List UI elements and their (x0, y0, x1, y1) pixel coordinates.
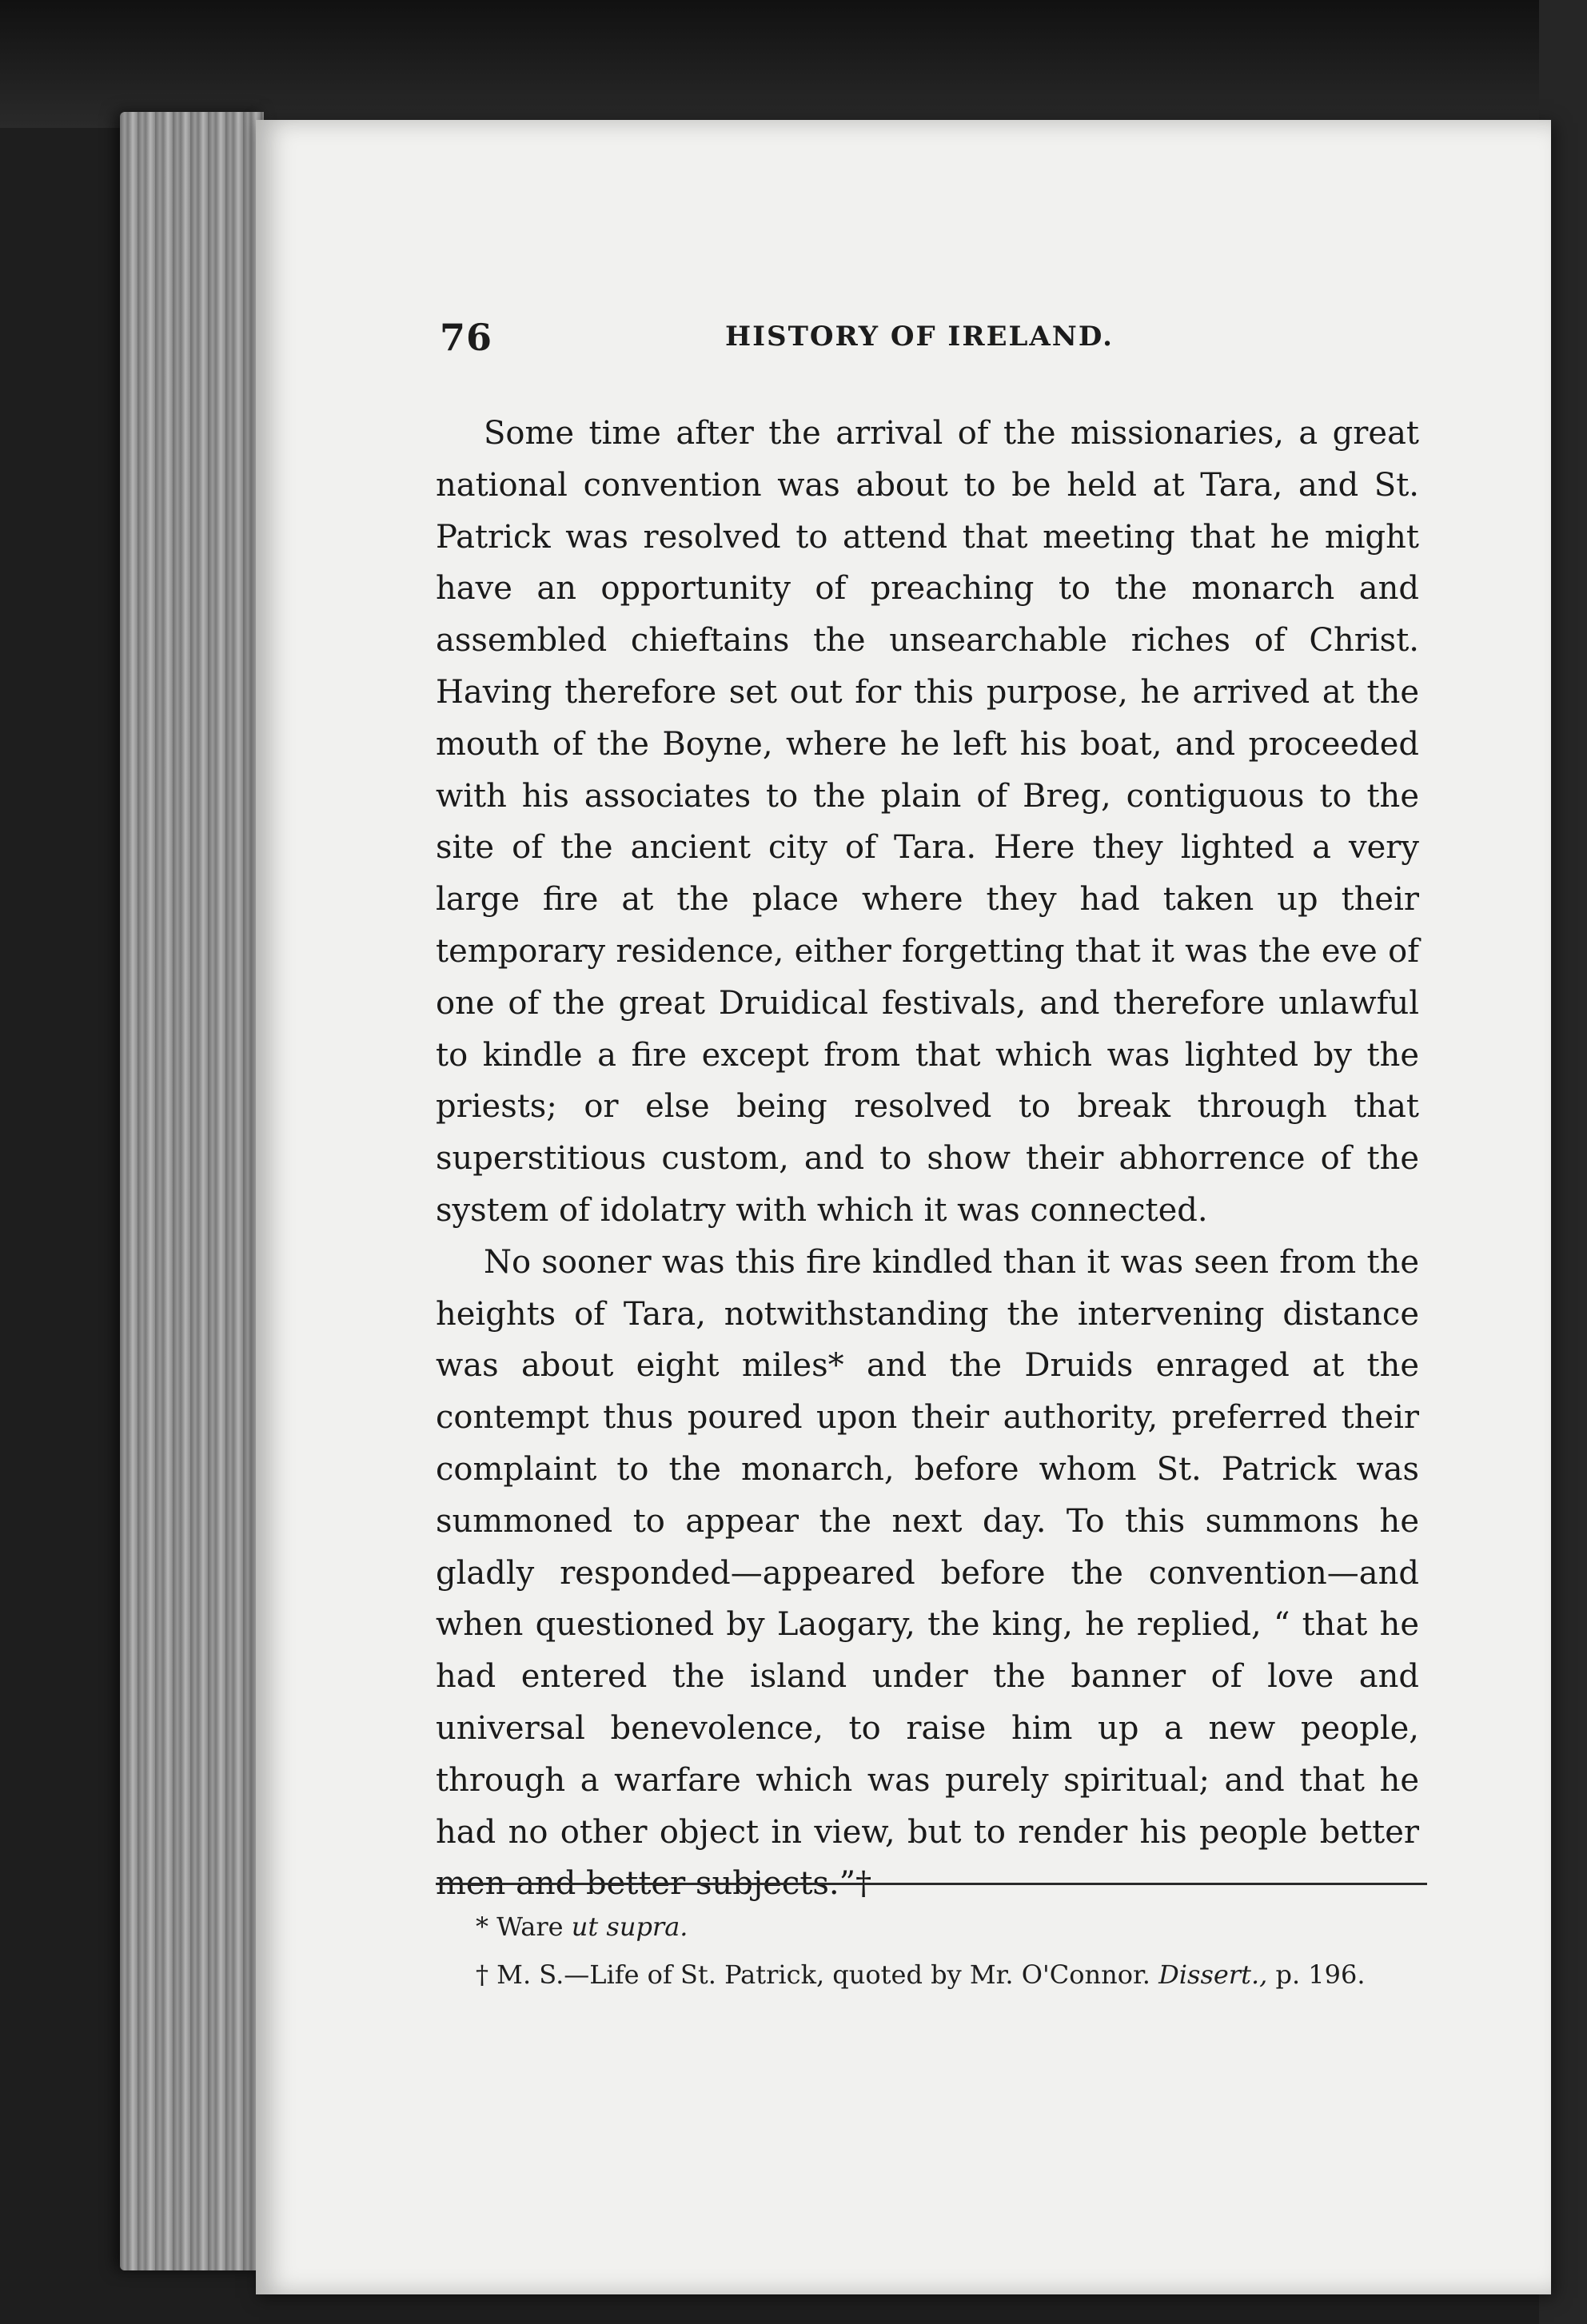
footnote-2 (436, 1951, 1427, 1999)
footnote-2-marker: † (476, 1959, 488, 1990)
footnotes (436, 1903, 1427, 1999)
book-page (256, 120, 1551, 2294)
page-number: 76 (440, 316, 493, 359)
footnote-1-text: Ware (496, 1911, 564, 1942)
footnote-2-tail: p. 196. (1275, 1959, 1366, 1990)
footnote-1-italic: ut supra. (571, 1911, 688, 1942)
paragraph-2: No sooner was this fire kindled than it was seen from the heights of Tara, notwithstanding the intervening distance was about eight miles* and the Druids enraged at the contempt thus poured upon their authority, preferred their complaint to the monarch, before whom St. Patrick was summoned to appear the next day. To this summons he gladly responded—appeared before the convention—and when questioned by Laogary, the king, he replied, “ that he had entered the island under the banner of love and universal benevolence, to raise him up a new people, through a warfare which was purely spiritual; and that he had no other object in view, but to render his people better men and better subjects.”† (436, 1243, 1419, 1903)
footnote-2-italic: Dissert., (1158, 1959, 1268, 1990)
page-header (440, 316, 1399, 372)
footnote-1 (436, 1903, 1427, 1951)
footnote-1-marker: * (476, 1911, 488, 1942)
scan-background (0, 0, 1587, 128)
body-text (436, 408, 1419, 1910)
footnote-2-text: M. S.—Life of St. Patrick, quoted by Mr. O'Connor. (496, 1959, 1150, 1990)
book-page-edges (120, 112, 264, 2270)
footnote-divider (436, 1883, 1427, 1885)
running-title: HISTORY OF IRELAND. (725, 321, 1114, 353)
paragraph-1: Some time after the arrival of the missionaries, a great national convention was about to be held at Tara, and St. Patrick was resolved to attend that meeting that he might have an opportunity of preaching to the monarch and assembled chieftains the unsearchable riches of Christ. Having therefore set out for this purpose, he arrived at the mouth of the Boyne, where he left his boat, and proceeded with his associates to the plain of Breg, contiguous to the site of the ancient city of Tara. Here they lighted a very large fire at the place where they had taken up their temporary residence, either forgetting that it was the eve of one of the great Druidical festivals, and therefore unlawful to kindle a fire except from that which was lighted by the priests; or else being resolved to break through that superstitious custom, and to show their abhorrence of the system of idolatry with which it was connected. (436, 415, 1419, 1229)
